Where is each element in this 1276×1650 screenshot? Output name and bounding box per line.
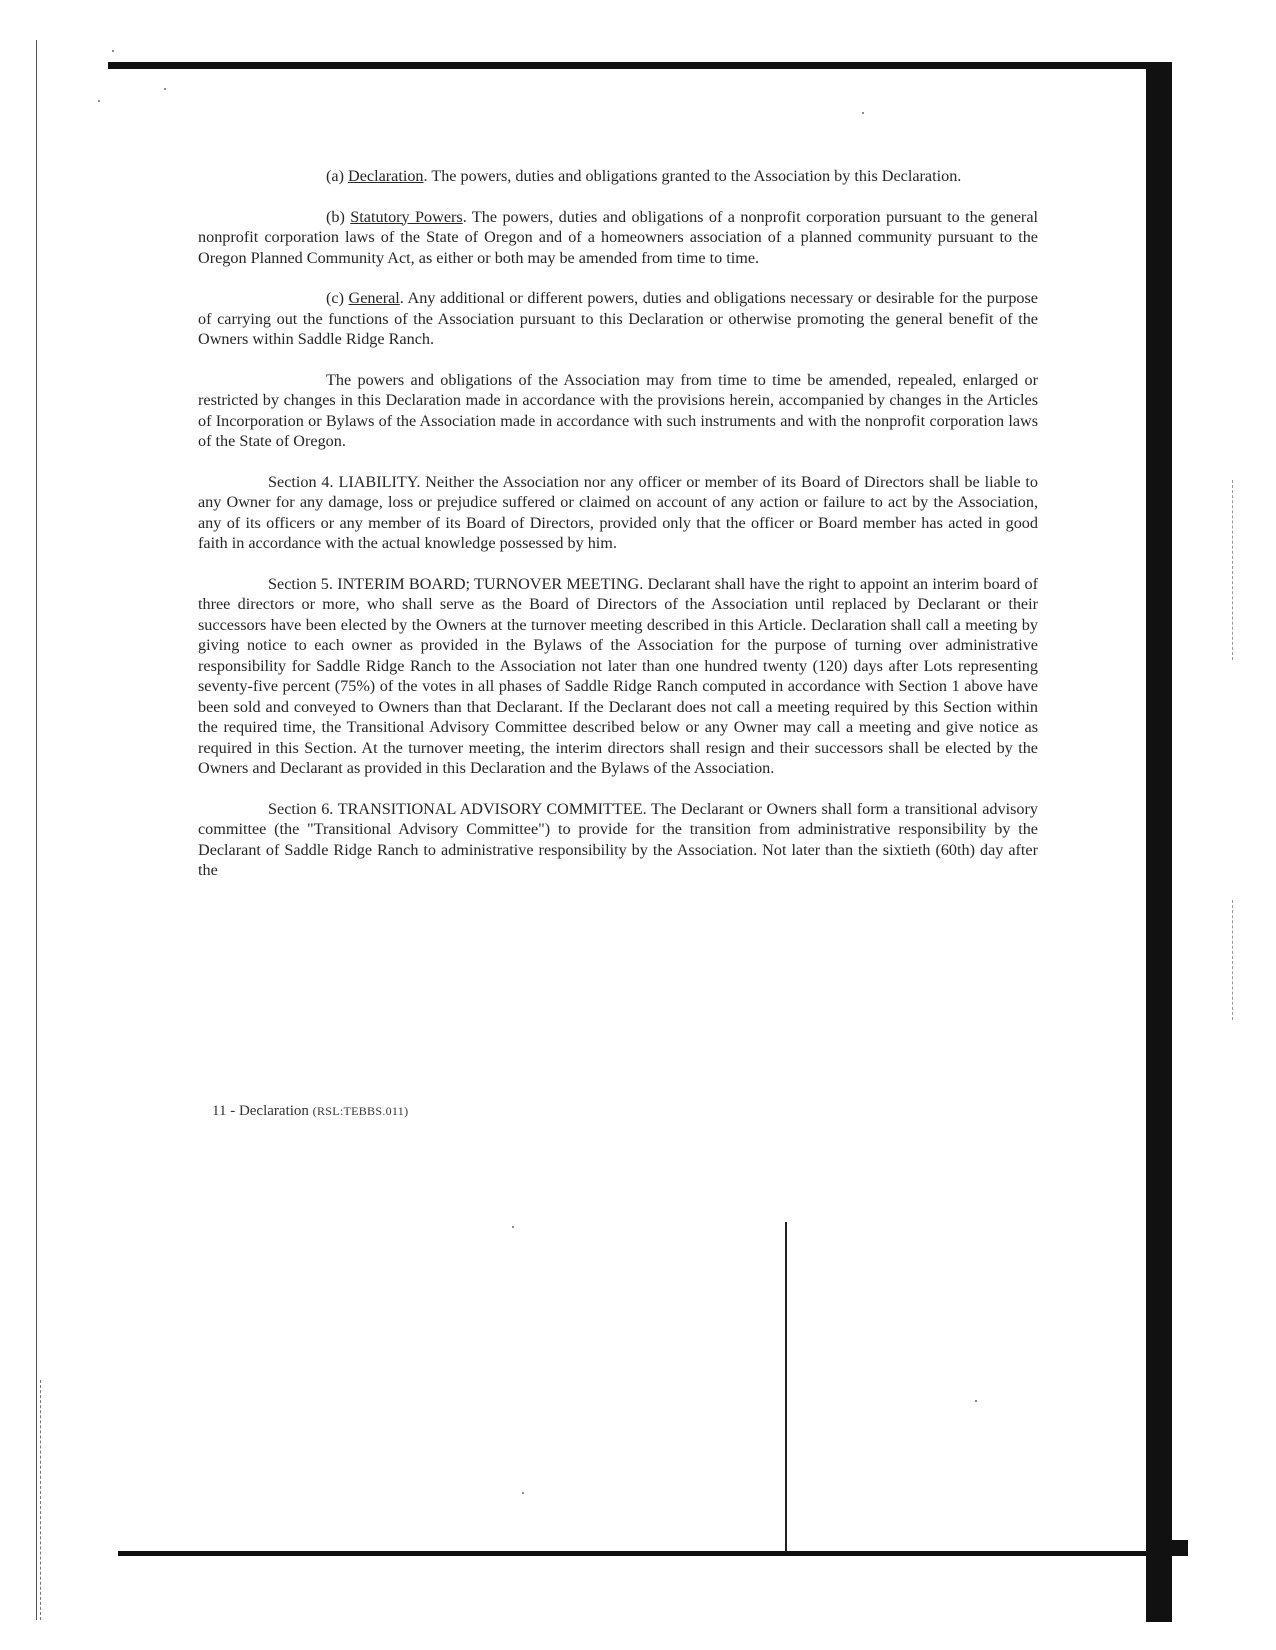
scan-speck (522, 1492, 524, 1494)
paragraph-b (198, 207, 1038, 269)
scan-edge-right-dashed (1232, 480, 1234, 660)
page-footer (212, 1103, 408, 1120)
scan-speck (112, 50, 114, 52)
paragraph-a-text: . The powers, duties and obligations granted to the Association by this Declaration. (423, 167, 962, 185)
paragraph-a-title: Declaration (348, 167, 424, 185)
scan-edge-right-dashed (1232, 900, 1234, 1020)
scan-speck (98, 100, 100, 102)
scan-border-right (1146, 62, 1172, 1622)
scan-edge-left (36, 40, 37, 1620)
document-body (198, 166, 1038, 901)
scan-speck (862, 112, 864, 114)
scan-border-top (108, 62, 1154, 69)
footer-reference: (RSL:TEBBS.011) (312, 1104, 409, 1118)
scan-edge-left-dashed (40, 1380, 42, 1620)
paragraph-section-6: Section 6. TRANSITIONAL ADVISORY COMMITTEE. The Declarant or Owners shall form a transitional advisory committee (the "Transitional Advisory Committee") to provide for the transition from administrative responsibility by the Declarant of Saddle Ridge Ranch to administrative responsibility by the Association. Not later than the sixtieth (60th) day after the (198, 799, 1038, 879)
paragraph-c-title: General (348, 289, 400, 307)
footer-page-label: 11 - Declaration (212, 1103, 309, 1119)
paragraph-b-label: (b) (326, 207, 345, 226)
scan-vertical-line (785, 1222, 787, 1552)
paragraph-a-label: (a) (326, 167, 344, 185)
paragraph-section-4: Section 4. LIABILITY. Neither the Association nor any officer or member of its Board of Directors shall be liable to any Owner for any damage, loss or prejudice suffered or claimed on account of any action or failure to act by the Association, any of its officers or any member of its Board of Directors, provided only that the officer or Board member has acted in good faith in accordance with the actual knowledge possessed by him. (198, 472, 1038, 552)
paragraph-c-label: (c) (326, 289, 344, 307)
scan-border-bottom-corner (1148, 1540, 1188, 1556)
paragraph-powers: The powers and obligations of the Association may from time to time be amended, repealed, enlarged or restricted by changes in this Declaration made in accordance with the provisions herein, accompanied by changes in the Articles of Incorporation or Bylaws of the Association made in accordance with such instruments and with the nonprofit corporation laws of the State of Oregon. (198, 370, 1038, 450)
paragraph-b-text: . The powers, duties and obligations of a nonprofit corporation pursuant to the general nonprofit corporation laws of the State of Oregon and of a homeowners association of a planned community pursuant to the Oregon Planned Community Act, as either or both may be amended from time to time. (198, 207, 1039, 267)
scan-speck (164, 88, 166, 90)
scan-border-bottom (118, 1551, 1188, 1556)
paragraph-a (198, 166, 1038, 187)
paragraph-c-text: . Any additional or different powers, duties and obligations necessary or desirable for the purpose of carrying out the functions of the Association pursuant to this Declaration or otherwise promoting the general benefit of the Owners within Saddle Ridge Ranch. (198, 289, 1038, 348)
paragraph-section-5: Section 5. INTERIM BOARD; TURNOVER MEETING. Declarant shall have the right to appoint an interim board of three directors or more, who shall serve as the Board of Directors of the Association until replaced by Declarant or their successors have been elected by the Owners at the turnover meeting described in this Article. Declaration shall call a meeting by giving notice to each owner as provided in the Bylaws of the Association for the purpose of turning over administrative responsibility for Saddle Ridge Ranch to the Association not later than one hundred twenty (120) days after Lots representing seventy-five percent (75%) of the votes in all phases of Saddle Ridge Ranch computed in accordance with Section 1 above have been sold and conveyed to Owners than that Declarant. If the Declarant does not call a meeting required by this Section within the required time, the Transitional Advisory Committee described below or any Owner may call a meeting and give notice as required in this Section. At the turnover meeting, the interim directors shall resign and their successors shall be elected by the Owners and Declarant as provided in this Declaration and the Bylaws of the Association. (198, 574, 1038, 777)
scan-speck (975, 1400, 977, 1402)
paragraph-b-title: Statutory Powers (350, 207, 463, 226)
scan-speck (512, 1226, 514, 1228)
paragraph-c (198, 288, 1038, 350)
